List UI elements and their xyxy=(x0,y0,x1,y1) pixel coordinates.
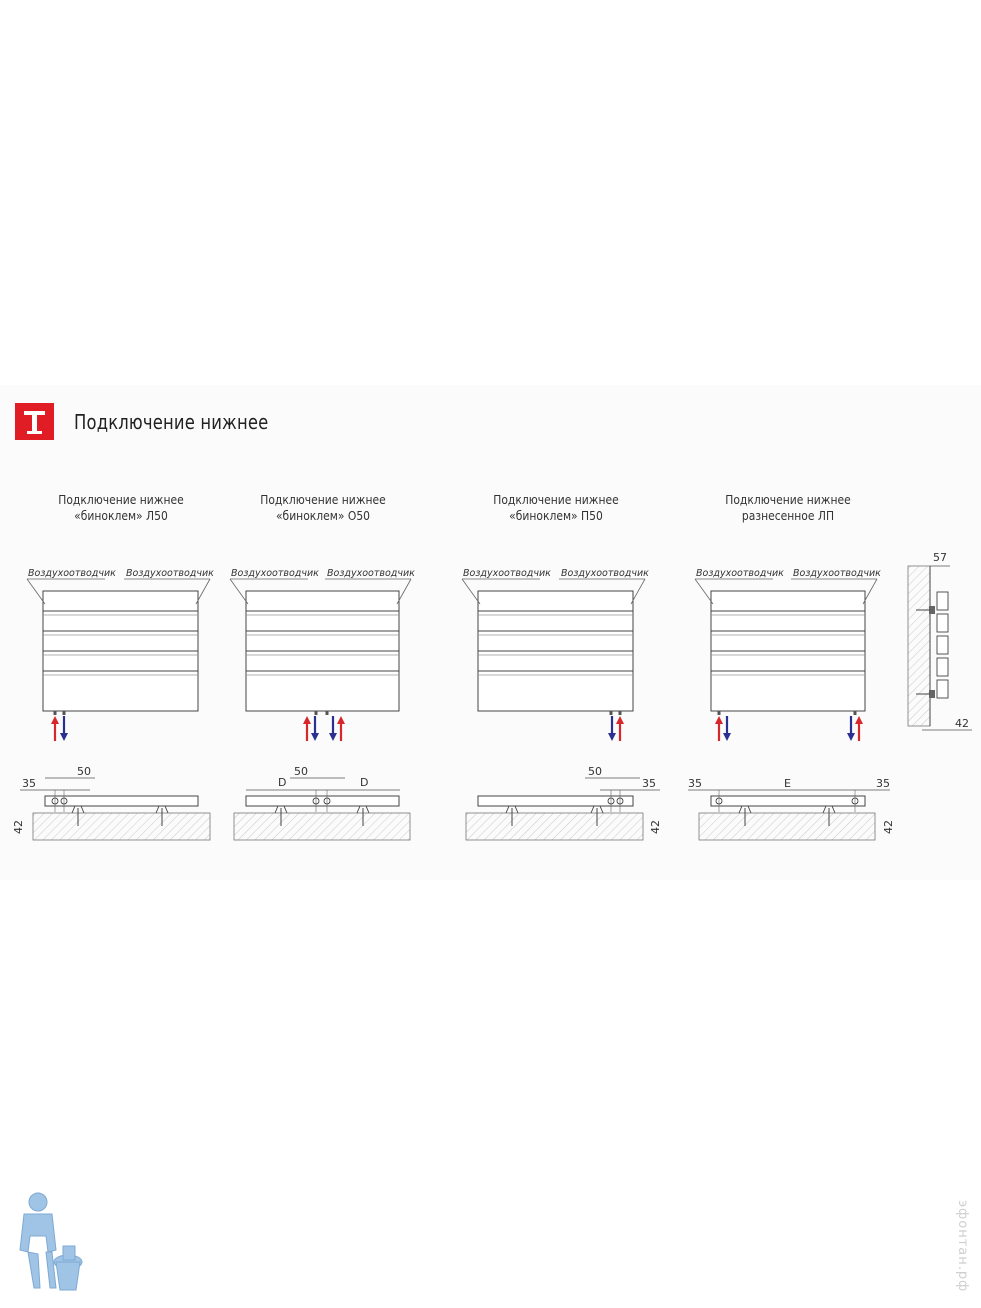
dims-variant-2 xyxy=(246,765,400,790)
floor-hatch xyxy=(466,813,643,840)
radiator-front-3 xyxy=(462,568,649,741)
panel-section-4 xyxy=(937,658,948,676)
flow-arrow-1-head xyxy=(303,716,311,724)
dim-35-left: 35 xyxy=(688,777,702,790)
flow-arrow-1-head xyxy=(608,733,616,741)
dim-50-spacing: 50 xyxy=(77,765,91,778)
port-1 xyxy=(54,711,57,715)
dim-57-depth: 57 xyxy=(933,551,947,564)
floor-view-4 xyxy=(699,790,875,840)
port-1 xyxy=(610,711,613,715)
dim-50-spacing: 50 xyxy=(294,765,308,778)
port-2 xyxy=(326,711,329,715)
dim-50-spacing: 50 xyxy=(588,765,602,778)
floor-view-3 xyxy=(466,790,643,840)
flow-arrow-4-head xyxy=(855,716,863,724)
panel-section-3 xyxy=(937,636,948,654)
port-2 xyxy=(854,711,857,715)
vent-left-leader xyxy=(462,579,480,604)
vent-left-leader xyxy=(695,579,713,604)
front-views xyxy=(27,568,881,741)
dim-42-floor: 42 xyxy=(649,820,662,834)
plumber-mascot-logo xyxy=(8,1190,88,1300)
dim-d-left: D xyxy=(278,776,287,789)
floor-view-2 xyxy=(234,790,410,840)
panel-section-2 xyxy=(937,614,948,632)
radiator-front-1 xyxy=(27,568,214,741)
dim-35-left: 35 xyxy=(22,777,36,790)
flow-arrow-2-head xyxy=(311,733,319,741)
vent-left-label: Воздухоотводчик xyxy=(696,568,784,579)
radiator-plan xyxy=(711,796,865,806)
flow-arrow-2-head xyxy=(723,733,731,741)
radiator-front-4 xyxy=(695,568,881,741)
vent-left-leader xyxy=(27,579,45,604)
variant-2-caption-line2: «биноклем» O50 xyxy=(275,508,371,523)
radiator-front-2 xyxy=(230,568,415,741)
flow-arrow-1-head xyxy=(715,716,723,724)
variant-3-caption-line2: «биноклем» П50 xyxy=(509,508,603,523)
vent-left-label: Воздухоотводчик xyxy=(231,568,319,579)
panel-section-5 xyxy=(937,680,948,698)
port-1 xyxy=(718,711,721,715)
variant-4-caption-line1: Подключение нижнее xyxy=(725,492,851,507)
dim-35-right: 35 xyxy=(642,777,656,790)
flow-arrow-3-head xyxy=(847,733,855,741)
side-view xyxy=(908,551,972,730)
variant-4-caption-line2: разнесенное ЛП xyxy=(741,508,835,523)
section-title: Подключение нижнее xyxy=(74,410,269,434)
watermark-text: эфонтан.рф xyxy=(955,1200,970,1293)
dim-35-right: 35 xyxy=(876,777,890,790)
floor-view-1 xyxy=(33,790,210,840)
vent-right-label: Воздухоотводчик xyxy=(793,568,881,579)
flow-arrow-3-head xyxy=(329,733,337,741)
variant-2-caption-line1: Подключение нижнее xyxy=(260,492,386,507)
watermark xyxy=(946,1200,976,1300)
radiator-plan xyxy=(45,796,198,806)
vent-left-label: Воздухоотводчик xyxy=(463,568,551,579)
radiator-plan xyxy=(246,796,399,806)
wall-hatch xyxy=(908,566,930,726)
flow-arrow-2-head xyxy=(60,733,68,741)
floor-hatch xyxy=(699,813,875,840)
dim-e-between: E xyxy=(784,777,791,790)
dim-d-right: D xyxy=(360,776,369,789)
dim-42-floor: 42 xyxy=(12,820,25,834)
variant-1-caption-line1: Подключение нижнее xyxy=(58,492,184,507)
variant-3-caption-line1: Подключение нижнее xyxy=(493,492,619,507)
port-2 xyxy=(63,711,66,715)
dim-42-side: 42 xyxy=(955,717,969,730)
vent-right-label: Воздухоотводчик xyxy=(561,568,649,579)
vent-left-leader xyxy=(230,579,248,604)
side-section xyxy=(908,551,972,730)
flow-arrow-1-head xyxy=(51,716,59,724)
floor-hatch xyxy=(234,813,410,840)
port-1 xyxy=(315,711,318,715)
port-2 xyxy=(619,711,622,715)
vent-right-label: Воздухоотводчик xyxy=(327,568,415,579)
flow-arrow-4-head xyxy=(337,716,345,724)
vent-right-label: Воздухоотводчик xyxy=(126,568,214,579)
panel-section-1 xyxy=(937,592,948,610)
floor-hatch xyxy=(33,813,210,840)
vent-left-label: Воздухоотводчик xyxy=(28,568,116,579)
floor-views xyxy=(12,765,895,840)
flow-arrow-2-head xyxy=(616,716,624,724)
variant-1-caption-line2: «биноклем» Л50 xyxy=(74,508,168,523)
dim-42-floor: 42 xyxy=(882,820,895,834)
